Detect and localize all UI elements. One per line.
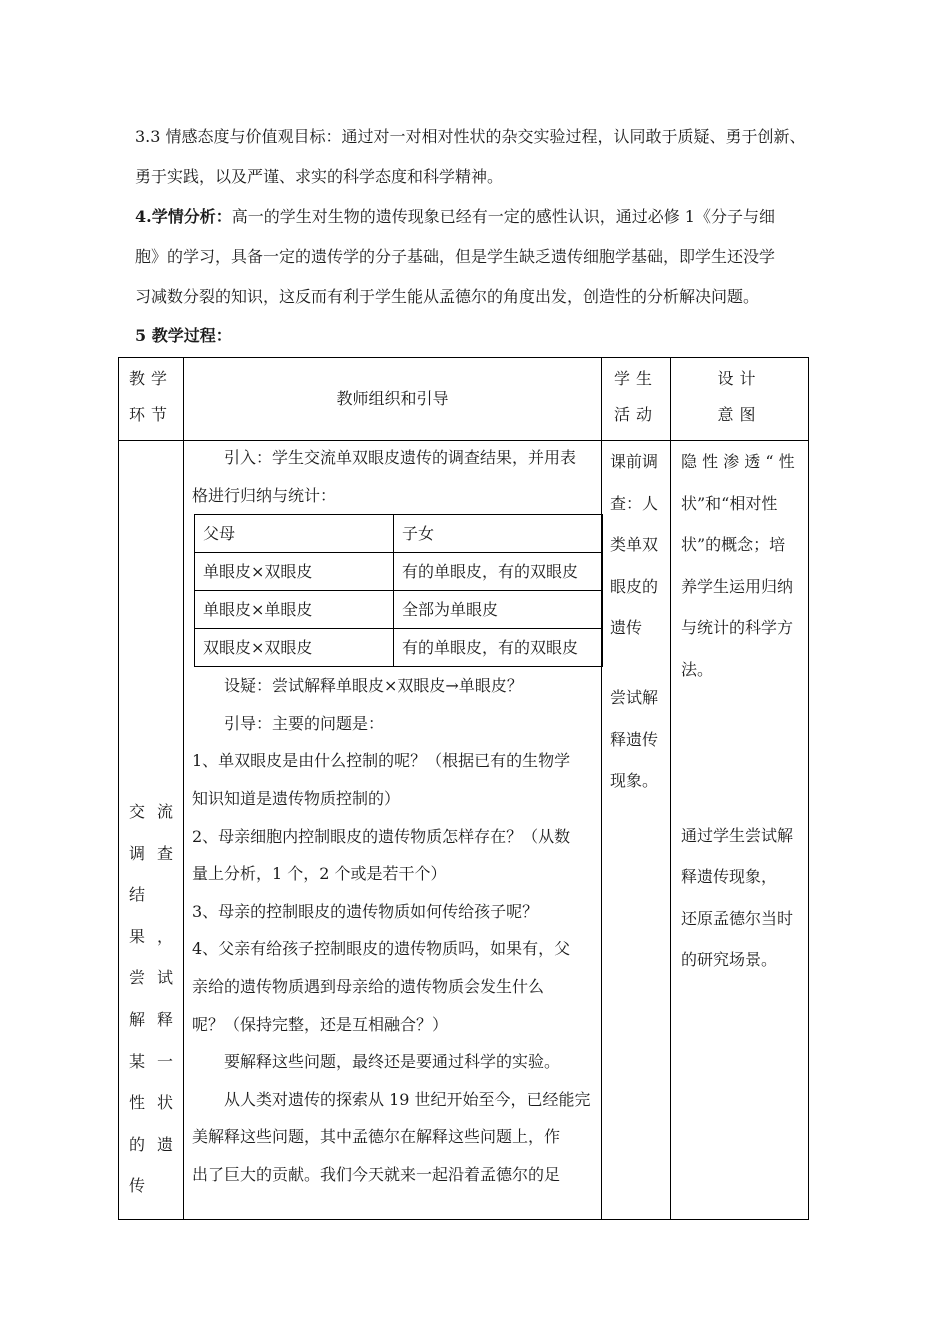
stage-char: 尝	[129, 968, 146, 988]
design-line: 的研究场景。	[681, 950, 778, 970]
survey-row	[195, 629, 603, 667]
stage-text-line	[119, 1124, 183, 1166]
stage-char: 某	[129, 1051, 146, 1071]
survey-cell: 全部为单眼皮	[394, 591, 603, 629]
stage-cell	[119, 441, 184, 1220]
stage-char: 性	[129, 1093, 146, 1113]
student-line: 释遗传	[610, 729, 659, 749]
stage-char: 一	[156, 1051, 173, 1071]
stage-text-line	[119, 1165, 183, 1207]
stage-char: 流	[156, 802, 173, 821]
student-analysis-line3: 习减数分裂的知识，这反而有利于学生能从孟德尔的角度出发，创造性的分析解决问题。	[135, 287, 760, 306]
header-design-line2: 意图	[717, 405, 762, 424]
student-line: 查：人	[610, 493, 659, 513]
table-body-row	[119, 441, 809, 1220]
design-line: 养学生运用归纳	[681, 576, 794, 596]
header-design-line1: 设计	[717, 369, 762, 388]
survey-cell: 单眼皮×双眼皮	[195, 553, 394, 591]
conclusion-line: 要解释这些问题，最终还是要通过科学的实验。	[224, 1052, 561, 1072]
question-line: 设疑：尝试解释单眼皮×双眼皮→单眼皮？	[224, 676, 523, 696]
q1-line2: 知识知道是遗传物质控制的）	[192, 788, 401, 808]
stage-char: 解	[129, 1009, 146, 1029]
stage-text-line	[119, 957, 183, 999]
history-line1: 从人类对遗传的探索从 19 世纪开始至今，已经能完	[224, 1089, 591, 1109]
header-design	[671, 358, 809, 441]
header-student-line1: 学生	[613, 369, 658, 388]
q2-line1: 2、母亲细胞内控制眼皮的遗传物质怎样存在？（从数	[192, 826, 571, 846]
stage-char: 调	[129, 843, 146, 863]
stage-char: 状	[156, 1093, 173, 1113]
guide-line: 引导：主要的问题是：	[224, 713, 385, 733]
stage-char: 结	[129, 885, 146, 905]
design-line: 法。	[681, 659, 714, 679]
student-analysis-label: 4.学情分析：	[135, 207, 232, 226]
student-line: 类单双	[610, 535, 659, 555]
survey-cell-parents-header: 父母	[195, 515, 394, 553]
header-teacher	[184, 358, 602, 441]
stage-char: ，	[156, 926, 173, 946]
student-line: 眼皮的	[610, 576, 659, 596]
table-header-row	[119, 358, 809, 441]
header-student-line2: 活动	[613, 405, 658, 424]
teacher-cell	[184, 441, 602, 1220]
q4-line2: 亲给的遗传物质遇到母亲给的遗传物质会发生什么	[192, 976, 545, 996]
design-line: 隐 性 渗 透 “ 性	[681, 452, 795, 471]
history-line3: 出了巨大的贡献。我们今天就来一起沿着孟德尔的足	[192, 1164, 561, 1184]
survey-row	[195, 553, 603, 591]
stage-text-line	[119, 833, 183, 875]
student-analysis-line1	[135, 197, 835, 237]
survey-row	[195, 591, 603, 629]
student-line: 尝试解	[610, 687, 659, 707]
student-cell	[602, 441, 671, 1220]
teaching-process-table	[118, 357, 809, 1220]
survey-cell: 单眼皮×单眼皮	[195, 591, 394, 629]
q4-line3: 呢？（保持完整，还是互相融合？）	[192, 1014, 449, 1034]
q1-line1: 1、单双眼皮是由什么控制的呢？（根据已有的生物学	[192, 751, 571, 771]
design-cell	[671, 441, 809, 1220]
stage-char: 交	[129, 802, 146, 821]
stage-text-line	[119, 916, 183, 958]
student-line: 现象。	[610, 771, 659, 791]
q3-line: 3、母亲的控制眼皮的遗传物质如何传给孩子呢？	[192, 901, 539, 921]
design-line: 状”的概念；培	[681, 535, 786, 555]
header-student	[602, 358, 671, 441]
history-line2: 美解释这些问题，其中孟德尔在解释这些问题上，作	[192, 1127, 561, 1147]
intro-line1: 引入：学生交流单双眼皮遗传的调查结果，并用表	[224, 448, 577, 467]
survey-results-table	[194, 514, 603, 667]
q2-line2: 量上分析，1 个，2 个或是若干个）	[192, 864, 447, 884]
design-line: 通过学生尝试解	[681, 825, 794, 845]
stage-char: 查	[156, 843, 173, 863]
survey-cell: 有的单眼皮，有的双眼皮	[394, 629, 603, 667]
header-stage-line2: 环节	[128, 405, 173, 424]
intro-line2: 格进行归纳与统计：	[192, 485, 337, 505]
survey-cell: 双眼皮×双眼皮	[195, 629, 394, 667]
stage-text-line	[119, 874, 183, 916]
design-line: 与统计的科学方	[681, 618, 794, 638]
student-line: 遗传	[610, 618, 643, 638]
stage-char: 果	[129, 926, 146, 946]
stage-text-line	[119, 1082, 183, 1124]
stage-char: 试	[156, 968, 173, 988]
header-teacher-label: 教师组织和引导	[336, 389, 449, 408]
design-line: 还原孟德尔当时	[681, 908, 794, 928]
stage-vertical-text	[119, 441, 183, 1207]
student-analysis-line2: 胞》的学习，具备一定的遗传学的分子基础，但是学生缺乏遗传细胞学基础，即学生还没学	[135, 247, 776, 266]
stage-text-line	[119, 999, 183, 1041]
header-stage-line1: 教学	[128, 369, 173, 388]
student-line: 课前调	[610, 452, 659, 471]
design-line: 释遗传现象，	[681, 867, 778, 887]
stage-text-line	[119, 791, 183, 833]
teaching-process-heading: 5 教学过程：	[135, 326, 232, 345]
header-stage	[119, 358, 184, 441]
stage-char: 遗	[156, 1134, 173, 1154]
survey-cell: 有的单眼皮，有的双眼皮	[394, 553, 603, 591]
design-line: 状”和“相对性	[681, 493, 778, 513]
survey-cell-children-header: 子女	[394, 515, 603, 553]
survey-row	[195, 515, 603, 553]
objective-paragraph-line2: 勇于实践，以及严谨、求实的科学态度和科学精神。	[135, 167, 504, 186]
q4-line1: 4、父亲有给孩子控制眼皮的遗传物质吗，如果有，父	[192, 939, 571, 959]
stage-text-line	[119, 1041, 183, 1083]
stage-char: 的	[129, 1134, 146, 1154]
objective-paragraph-line1: 3.3 情感态度与价值观目标：通过对一对相对性状的杂交实验过程，认同敢于质疑、勇于创新、	[135, 127, 806, 146]
stage-char: 传	[129, 1176, 146, 1196]
stage-char: 释	[156, 1009, 173, 1029]
student-analysis-text: 高一的学生对生物的遗传现象已经有一定的感性认识，通过必修 1《分子与细	[231, 207, 775, 226]
